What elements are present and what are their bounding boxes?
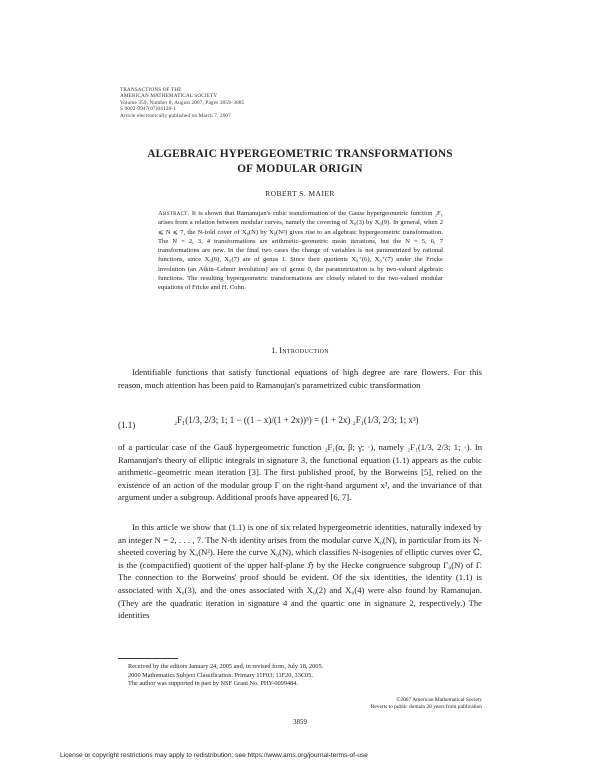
footnote-msc: 2000 Mathematics Subject Classification. Primary 11F03; 11F20, 33C05. xyxy=(128,671,313,679)
copyright-notice xyxy=(300,697,482,711)
abstract xyxy=(158,209,443,293)
section-number: 1. xyxy=(271,346,278,355)
journal-pub-date: Article electronically published on March 7, 2007 xyxy=(120,112,231,119)
abstract-text: It is shown that Ramanujan's cubic transformation of the Gauss hypergeometric function ₂F₁ arises from a relation between modular curves, namely the covering of X₀(3) by X₀(9). In general, when 2 ⩽ N ⩽ 7, the N-fold cover of X₀(N) by X₀(N²) gives rise to an algebraic hypergeometric transformation. The N = 2, 3, 4 transformations are arithmetic–geometric mean iterations, but the N = 5, 6, 7 transformations are new. In the final two cases the change of variables is not parametrized by rational functions, since X₀(6), X₀(7) are of genus 1. Since their quotients X₀⁺(6), X₀⁺(7) under the Fricke involution (an Atkin–Lehner involution) are of genus 0, the parametrization is by two-valued algebraic functions. The resulting hypergeometric transformations are closely related to the two-valued modular equations of Fricke and H. Cohn. xyxy=(158,210,443,292)
journal-name-line1: TRANSACTIONS OF THE xyxy=(120,87,182,93)
paragraph-2: of a particular case of the Gauß hypergeometric function ₂F₁(α, β; γ; ·), namely ₂F₁(1/3, 2/3; 1; ·). In Ramanujan's theory of elliptic integrals in signature 3, the functional equation (1.1) appears as the cubic arithmetic–geometric mean iteration [3]. The first published proof, by the Borweins [5], relied on the existence of an action of the modular group Γ on the right-hand argument x³, and the invariance of that argument under a subgroup. Additional proofs have appeared [6, 7]. xyxy=(118,442,482,503)
copyright-line1: ©2007 American Mathematical Society xyxy=(396,697,482,703)
journal-name-line2: AMERICAN MATHEMATICAL SOCIETY xyxy=(120,93,218,100)
footnote-rule xyxy=(118,658,178,659)
paragraph-3: In this article we show that (1.1) is one of six related hypergeometric identities, naturally indexed by an integer N = 2, . . . , 7. The N-th identity arises from the modular curve X₀(N), in particular from its N-sheeted covering by X₀(N²). Here the curve X₀(N), which classifies N-isogenies of elliptic curves over ℂ, is the (compactified) quotient of the upper half-plane ℌ by the Hecke congruence subgroup Γ₀(N) of Γ. The connection to the Borweins' proof should be evident. Of the six identities, the identity (1.1) is associated with X₀(3), and the ones associated with X₀(2) and X₀(4) were also found by Ramanujan. (They are the quadratic iteration in signature 4 and the quartic one in signature 2, respectively.) The identities xyxy=(118,522,482,621)
equation-1-1 xyxy=(118,415,482,437)
paper-title xyxy=(100,147,500,176)
paper-author: ROBERT S. MAIER xyxy=(265,189,335,198)
equation-left-side: ₂F₁(1/3, 2/3; 1; 1 − ((1 − x)/(1 + 2x))³) xyxy=(174,415,312,425)
paper-title-line2: OF MODULAR ORIGIN xyxy=(237,162,363,175)
footnote-support: The author was supported in part by NSF Grant No. PHY-0099484. xyxy=(128,680,298,688)
abstract-label: Abstract. xyxy=(158,210,190,217)
license-notice[interactable]: License or copyright restrictions may apply to redistribution; see https://www.ams.org/journal-terms-of-use xyxy=(60,752,368,759)
paragraph-1: Identifiable functions that satisfy functional equations of high degree are rare flowers. For this reason, much attention has been paid to Ramanujan's parametrized cubic transformation xyxy=(118,367,482,390)
copyright-line2: Reverts to public domain 28 years from publication xyxy=(370,704,482,710)
section-heading xyxy=(100,346,500,355)
paper-title-line1: ALGEBRAIC HYPERGEOMETRIC TRANSFORMATIONS xyxy=(147,148,453,160)
journal-issn: S 0002-9947(07)04128-1 xyxy=(120,106,176,113)
section-title: Introduction xyxy=(279,346,329,355)
footnotes xyxy=(118,663,482,689)
page-number: 3859 xyxy=(293,718,307,726)
equation-right-side: = (1 + 2x) ₂F₁(1/3, 2/3; 1; x³) xyxy=(313,415,419,425)
equation-number: (1.1) xyxy=(118,420,136,430)
journal-volume: Volume 359, Number 8, August 2007, Pages 3859–3885 xyxy=(120,99,245,106)
equation-body xyxy=(174,415,419,425)
footnote-received: Received by the editors January 24, 2005 and, in revised form, July 18, 2005. xyxy=(128,663,324,670)
journal-header xyxy=(120,87,244,119)
